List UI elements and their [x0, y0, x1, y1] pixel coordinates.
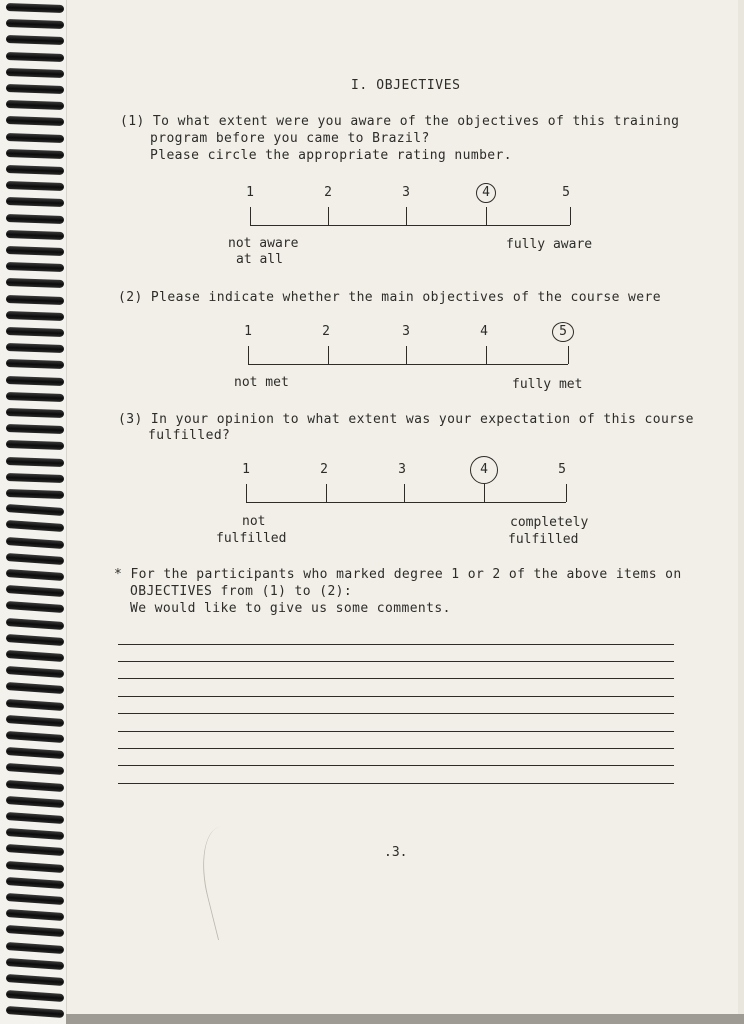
- q1-rating-4-circled: 4: [476, 183, 496, 203]
- q1-tick-4: [486, 207, 487, 225]
- q1-tick-2: [328, 207, 329, 225]
- spiral-coil: [6, 763, 64, 775]
- comment-line-8: [118, 765, 674, 766]
- q3-tick-3: [404, 484, 405, 502]
- spiral-coil: [6, 181, 64, 191]
- comment-text-line-1: * For the participants who marked degree 1 or 2 of the above items on: [114, 567, 682, 582]
- spiral-coil: [6, 861, 64, 873]
- spiral-coil: [6, 958, 64, 970]
- q3-rating-5: 5: [558, 462, 566, 477]
- spiral-coil: [6, 828, 64, 840]
- spiral-coil: [6, 569, 64, 581]
- spiral-coil: [6, 408, 64, 418]
- q2-left-label-1: not met: [234, 375, 289, 390]
- spiral-coil: [6, 780, 64, 792]
- q2-tick-4: [486, 346, 487, 364]
- comment-line-3: [118, 678, 674, 679]
- comment-line-6: [118, 731, 674, 732]
- q2-scale-line: [248, 364, 568, 365]
- spiral-coil: [6, 52, 64, 62]
- q3-tick-4: [484, 484, 485, 502]
- spiral-coil: [6, 682, 64, 694]
- q2-rating-5-circled: 5: [552, 322, 574, 342]
- spiral-coil: [6, 35, 64, 45]
- q3-tick-2: [326, 484, 327, 502]
- spiral-coil: [6, 100, 64, 110]
- q2-rating-1: 1: [244, 324, 252, 339]
- spiral-coil: [6, 197, 64, 207]
- spiral-coil: [6, 715, 64, 727]
- spiral-coil: [6, 1006, 64, 1018]
- q1-tick-3: [406, 207, 407, 225]
- spiral-coil: [6, 909, 64, 921]
- spiral-coil: [6, 359, 64, 369]
- spiral-binding: [0, 0, 70, 1024]
- spiral-coil: [6, 893, 64, 905]
- spiral-coil: [6, 796, 64, 808]
- q3-left-label-2: fulfilled: [216, 531, 287, 546]
- spiral-coil: [6, 230, 64, 240]
- spiral-coil: [6, 424, 64, 434]
- spiral-coil: [6, 392, 64, 402]
- q3-text-line-1: (3) In your opinion to what extent was your expectation of this course: [118, 412, 694, 427]
- q1-text-line-1: (1) To what extent were you aware of the objectives of this training: [120, 114, 680, 129]
- q3-right-label-1: completely: [510, 515, 589, 530]
- spiral-coil: [6, 68, 64, 78]
- spiral-coil: [6, 311, 64, 321]
- q3-rating-1: 1: [242, 462, 250, 477]
- q1-text-line-2: program before you came to Brazil?: [150, 131, 430, 146]
- spiral-coil: [6, 634, 64, 646]
- page-bottom-edge: [66, 1014, 744, 1024]
- spiral-coil: [6, 601, 64, 613]
- comment-text-line-3: We would like to give us some comments.: [130, 601, 451, 616]
- q1-tick-5: [570, 207, 571, 225]
- spiral-coil: [6, 942, 64, 954]
- q3-tick-5: [566, 484, 567, 502]
- q1-left-label-1: not aware: [228, 236, 299, 251]
- spiral-coil: [6, 974, 64, 986]
- q1-text-line-3: Please circle the appropriate rating number.: [150, 148, 512, 163]
- q3-right-label-2: fulfilled: [508, 532, 579, 547]
- spiral-coil: [6, 618, 64, 630]
- spiral-coil: [6, 376, 64, 386]
- document-page: [66, 0, 738, 1018]
- spiral-coil: [6, 457, 64, 467]
- spiral-coil: [6, 473, 64, 483]
- q3-scale-line: [246, 502, 566, 503]
- spiral-coil: [6, 699, 64, 711]
- q3-left-label-1: not: [242, 514, 266, 529]
- comment-line-5: [118, 713, 674, 714]
- spiral-coil: [6, 214, 64, 224]
- spiral-coil: [6, 133, 64, 143]
- comment-line-2: [118, 661, 674, 662]
- spiral-coil: [6, 504, 64, 516]
- spiral-coil: [6, 84, 64, 94]
- q2-text-line-1: (2) Please indicate whether the main objectives of the course were: [118, 290, 661, 305]
- q3-rating-3: 3: [398, 462, 406, 477]
- spiral-coil: [6, 327, 64, 337]
- spiral-coil: [6, 19, 64, 29]
- q1-rating-5: 5: [562, 185, 570, 200]
- spiral-coil: [6, 537, 64, 549]
- spiral-coil: [6, 489, 64, 499]
- spiral-coil: [6, 116, 64, 126]
- comment-line-9: [118, 783, 674, 784]
- q2-tick-1: [248, 346, 249, 364]
- spiral-coil: [6, 165, 64, 175]
- spiral-coil: [6, 278, 64, 288]
- comment-line-1: [118, 644, 674, 645]
- q2-tick-2: [328, 346, 329, 364]
- q3-rating-2: 2: [320, 462, 328, 477]
- q2-tick-3: [406, 346, 407, 364]
- q1-tick-1: [250, 207, 251, 225]
- spiral-coil: [6, 650, 64, 662]
- q1-rating-1: 1: [246, 185, 254, 200]
- section-title: I. OBJECTIVES: [351, 78, 461, 93]
- spiral-coil: [6, 246, 64, 256]
- spiral-coil: [6, 731, 64, 743]
- spiral-coil: [6, 440, 64, 450]
- spiral-coil: [6, 812, 64, 824]
- q1-rating-2: 2: [324, 185, 332, 200]
- spiral-coil: [6, 747, 64, 759]
- spiral-coil: [6, 520, 64, 532]
- spiral-coil: [6, 925, 64, 937]
- spiral-coil: [6, 666, 64, 678]
- spiral-coil: [6, 262, 64, 272]
- q2-tick-5: [568, 346, 569, 364]
- spiral-coil: [6, 877, 64, 889]
- comment-line-7: [118, 748, 674, 749]
- comment-text-line-2: OBJECTIVES from (1) to (2):: [130, 584, 353, 599]
- q3-rating-4-circled: 4: [470, 456, 498, 484]
- page-number: .3.: [384, 845, 408, 860]
- spiral-coil: [6, 990, 64, 1002]
- spiral-coil: [6, 295, 64, 305]
- q3-text-line-2: fulfilled?: [148, 428, 231, 443]
- q3-tick-1: [246, 484, 247, 502]
- q2-rating-2: 2: [322, 324, 330, 339]
- spiral-coil: [6, 553, 64, 565]
- spiral-coil: [6, 343, 64, 353]
- q1-right-label-1: fully aware: [506, 237, 593, 252]
- spiral-coil: [6, 3, 64, 13]
- q1-left-label-2: at all: [236, 252, 283, 267]
- q1-rating-3: 3: [402, 185, 410, 200]
- paper-crease-mark: [191, 822, 265, 941]
- q2-right-label-1: fully met: [512, 377, 583, 392]
- q2-rating-3: 3: [402, 324, 410, 339]
- spiral-coil: [6, 149, 64, 159]
- spiral-coil: [6, 585, 64, 597]
- comment-line-4: [118, 696, 674, 697]
- q2-rating-4: 4: [480, 324, 488, 339]
- q1-scale-line: [250, 225, 570, 226]
- spiral-coil: [6, 844, 64, 856]
